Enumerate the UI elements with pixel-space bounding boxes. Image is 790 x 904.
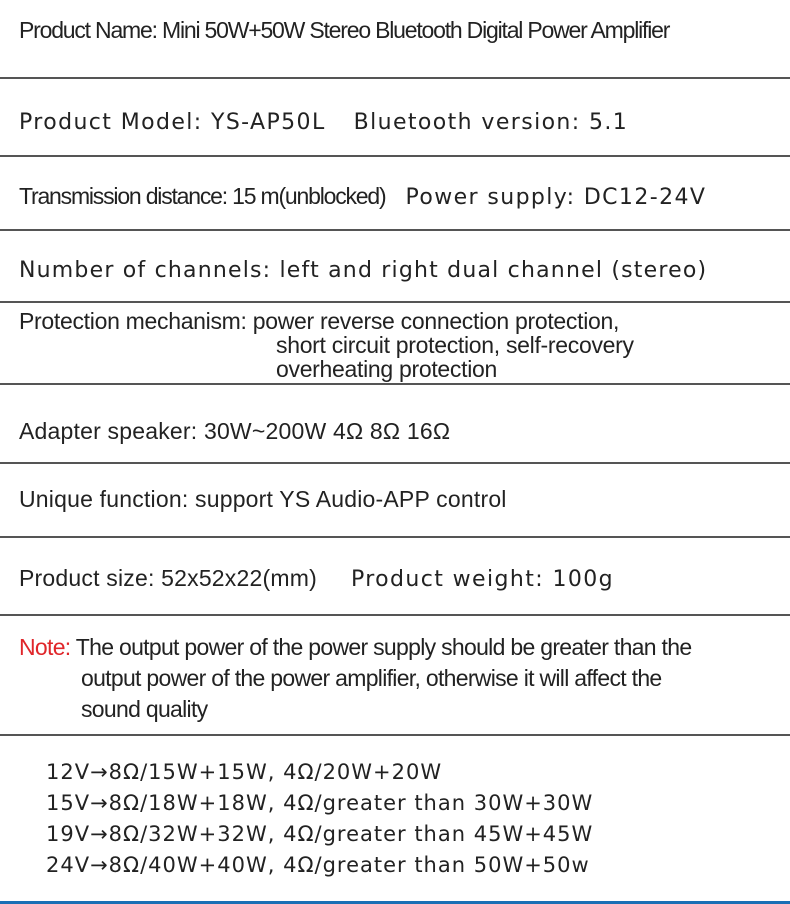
note bbox=[19, 632, 779, 725]
separator bbox=[0, 462, 790, 464]
product-model-row bbox=[19, 110, 628, 135]
separator bbox=[0, 229, 790, 231]
transmission-row bbox=[19, 183, 706, 210]
product-weight: Product weight: 100g bbox=[350, 567, 614, 592]
spec-line: 19V→8Ω/32W+32W, 4Ω/greater than 45W+45W bbox=[46, 822, 594, 846]
note-line-2: output power of the power amplifier, otherwise it will affect the bbox=[81, 665, 662, 691]
product-name: Product Name: Mini 50W+50W Stereo Bluetooth Digital Power Amplifier bbox=[19, 17, 670, 43]
protection-line-1: Protection mechanism: power reverse connection protection, bbox=[19, 308, 620, 334]
separator bbox=[0, 614, 790, 616]
spec-line: 15V→8Ω/18W+18W, 4Ω/greater than 30W+30W bbox=[46, 791, 594, 815]
note-line-3: sound quality bbox=[81, 696, 208, 722]
note-line-1 bbox=[19, 634, 691, 660]
product-model: Product Model: YS-AP50L bbox=[19, 110, 326, 135]
separator bbox=[0, 301, 790, 303]
spec-line: 12V→8Ω/15W+15W, 4Ω/20W+20W bbox=[46, 760, 443, 784]
protection-mechanism bbox=[19, 309, 634, 381]
size-weight-row bbox=[19, 565, 614, 592]
separator bbox=[0, 536, 790, 538]
protection-line-3: overheating protection bbox=[276, 356, 497, 382]
separator bbox=[0, 734, 790, 736]
protection-line-2: short circuit protection, self-recovery bbox=[276, 332, 634, 358]
bluetooth-version: Bluetooth version: 5.1 bbox=[353, 110, 629, 135]
note-text: The output power of the power supply should be greater than the bbox=[70, 634, 692, 660]
channels: Number of channels: left and right dual channel (stereo) bbox=[19, 258, 708, 283]
unique-function: Unique function: support YS Audio-APP control bbox=[19, 486, 507, 512]
product-size: Product size: 52x52x22(mm) bbox=[19, 565, 317, 591]
note-label: Note: bbox=[19, 634, 71, 660]
separator bbox=[0, 155, 790, 157]
power-supply: Power supply: DC12-24V bbox=[405, 185, 707, 210]
power-specs-list bbox=[46, 757, 593, 881]
transmission-distance: Transmission distance: 15 m(unblocked) bbox=[19, 183, 386, 209]
separator bbox=[0, 383, 790, 385]
spec-line: 24V→8Ω/40W+40W, 4Ω/greater than 50W+50w bbox=[46, 853, 590, 877]
separator bbox=[0, 77, 790, 79]
adapter-speaker: Adapter speaker: 30W~200W 4Ω 8Ω 16Ω bbox=[19, 418, 451, 444]
